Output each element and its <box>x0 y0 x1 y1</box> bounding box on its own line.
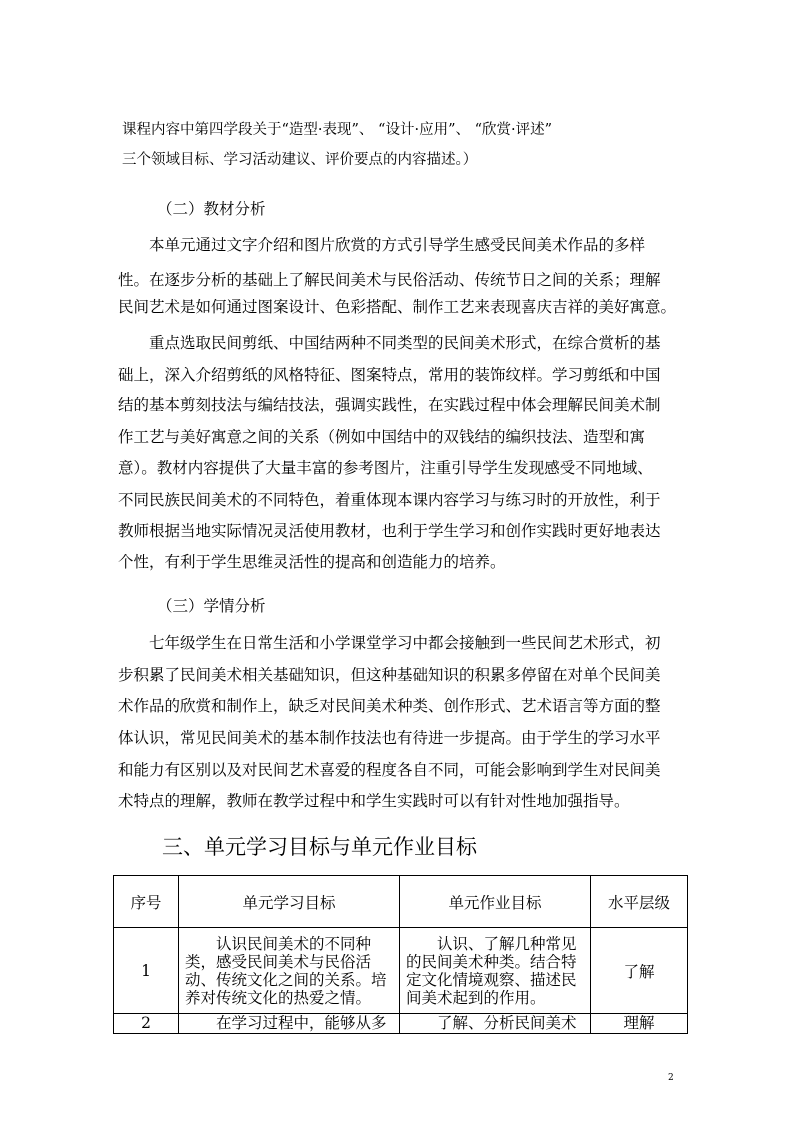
cell-line: 间美术起到的作用。 <box>406 988 546 1007</box>
materials-para1-line: 本单元通过文字介绍和图片欣赏的方式引导学生感受民间美术作品的多样 <box>149 236 646 254</box>
materials-para2-line: 个性，有利于学生思维灵活性的提高和创造能力的培养。 <box>118 553 506 571</box>
intro-line-1: 课程内容中第四学段关于“造型·表现”、 “设计·应用”、 “欣赏·评述” <box>122 122 553 138</box>
chapter-heading: 三、单元学习目标与单元作业目标 <box>162 835 477 859</box>
objectives-table <box>113 875 688 1034</box>
materials-para2-line: 结的基本剪刻技法与编结技法，强调实践性，在实践过程中体会理解民间美术制 <box>118 396 661 414</box>
materials-para2-line: 不同民族民间美术的不同特色，着重体现本课内容学习与练习时的开放性，利于 <box>118 491 661 509</box>
learning-goal-cell <box>179 1014 400 1034</box>
header-learning-goal: 单元学习目标 <box>179 876 400 928</box>
header-homework-goal: 单元作业目标 <box>400 876 591 928</box>
cell-line: 在学习过程中，能够从多 <box>185 1014 387 1032</box>
materials-para2-line: 意）。教材内容提供了大量丰富的参考图片，注重引导学生发现感受不同地域、 <box>118 459 653 477</box>
learning-goal-cell <box>179 928 400 1014</box>
materials-para2-line: 础上，深入介绍剪纸的风格特征、图案特点，常用的装饰纹样。学习剪纸和中国 <box>118 366 661 384</box>
cell-line: 定文化情境观察、描述民 <box>406 970 577 989</box>
intro-line-2: 三个领域目标、学习活动建议、评价要点的内容描述。） <box>122 152 478 168</box>
learners-para-line: 术作品的欣赏和制作上，缺乏对民间美术种类、创作形式、艺术语言等方面的整 <box>118 697 661 715</box>
cell-line: 类，感受民间美术与民俗活 <box>185 952 372 971</box>
cell-line: 了解、分析民间美术 <box>406 1014 577 1032</box>
table-header-row <box>114 876 688 928</box>
materials-para1-line: 民间艺术是如何通过图案设计、色彩搭配、制作工艺来表现喜庆吉祥的美好寓意。 <box>118 298 677 316</box>
table-row <box>114 1014 688 1034</box>
table-row <box>114 928 688 1014</box>
cell-line: 认识民间美术的不同种 <box>185 934 372 953</box>
header-index: 序号 <box>114 876 179 928</box>
materials-para2-line: 教师根据当地实际情况灵活使用教材，也利于学生学习和创作实践时更好地表达 <box>118 522 661 540</box>
learners-para-line: 步积累了民间美术相关基础知识，但这种基础知识的积累多停留在对单个民间美 <box>118 666 661 684</box>
learners-para-line: 体认识，常见民间美术的基本制作技法也有待进一步提高。由于学生的学习水平 <box>118 729 661 747</box>
cell-line: 认识、了解几种常见 <box>406 934 577 953</box>
row-index: 1 <box>114 928 179 1014</box>
row-index: 2 <box>114 1014 179 1034</box>
homework-goal-cell <box>400 1014 591 1034</box>
page-number: 2 <box>668 1073 674 1083</box>
materials-para2-line: 重点选取民间剪纸、中国结两种不同类型的民间美术形式，在综合赏析的基 <box>149 334 661 352</box>
level-cell: 了解 <box>591 928 688 1014</box>
materials-para1-line: 性。在逐步分析的基础上了解民间美术与民俗活动、传统节日之间的关系；理解 <box>118 271 661 289</box>
learners-para-line: 七年级学生在日常生活和小学课堂学习中都会接触到一些民间艺术形式，初 <box>149 634 661 652</box>
learners-para-line: 和能力有区别以及对民间艺术喜爱的程度各自不同，可能会影响到学生对民间美 <box>118 761 661 779</box>
section-heading-learners: （三）学情分析 <box>157 597 266 615</box>
level-cell: 理解 <box>591 1014 688 1034</box>
header-level: 水平层级 <box>591 876 688 928</box>
cell-line: 养对传统文化的热爱之情。 <box>185 988 372 1007</box>
cell-line: 的民间美术种类。结合特 <box>406 952 577 971</box>
learners-para-line: 术特点的理解，教师在教学过程中和学生实践时可以有针对性地加强指导。 <box>118 792 630 810</box>
materials-para2-line: 作工艺与美好寓意之间的关系（例如中国结中的双钱结的编织技法、造型和寓 <box>118 428 646 446</box>
section-heading-materials: （二）教材分析 <box>157 200 266 218</box>
homework-goal-cell <box>400 928 591 1014</box>
cell-line: 动、传统文化之间的关系。培 <box>185 970 387 989</box>
